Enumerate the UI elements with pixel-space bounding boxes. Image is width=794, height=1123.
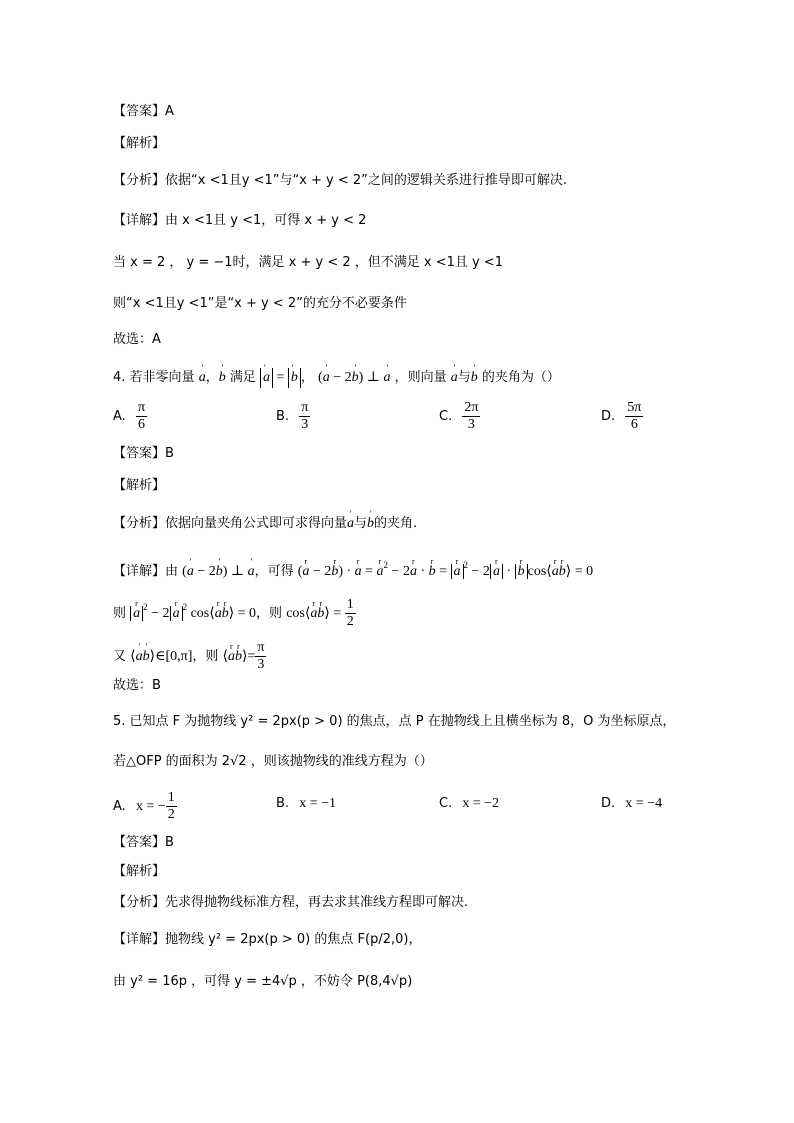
q5-analysis-tag: 【解析】 <box>113 864 166 879</box>
option-label: B. <box>276 796 290 811</box>
q4-fenxi-end: 的夹角. <box>374 516 418 531</box>
option-label: D. <box>601 796 616 811</box>
q4-stem-end: 的夹角为（） <box>481 370 560 385</box>
frac-num: 2π <box>464 400 479 415</box>
fenxi-tag: 【分析】 <box>113 516 166 531</box>
q3-choose-line <box>113 330 161 350</box>
option-fraction <box>625 400 643 433</box>
option-label: A. <box>113 409 126 424</box>
q4-detail-line-2 <box>113 597 356 630</box>
q5-fenxi-text: 先求得抛物线标准方程，再去求其准线方程即可解决. <box>165 895 469 910</box>
frac-den: 6 <box>137 417 145 432</box>
vector-b-3: ' b <box>367 514 374 534</box>
option-label: A. <box>113 799 126 814</box>
pi-third-fraction <box>255 640 266 673</box>
q3-detail-line-3: 则“x <1且y <1”是“x + y < 2”的充分不必要条件 <box>113 296 407 311</box>
frac-num: 1 <box>346 597 354 612</box>
q3-detail-line-1 <box>113 211 366 231</box>
q4-option-b <box>276 400 310 433</box>
q4-choose-value: B <box>152 678 161 693</box>
q3-answer-line <box>113 102 174 122</box>
q3-fenxi-text: 依据“x <1且y <1”与“x + y < 2”之间的逻辑关系进行推导即可解决. <box>165 173 568 188</box>
frac-den: 2 <box>167 807 175 822</box>
q4-fenxi-line <box>113 514 417 534</box>
frac-num: π <box>257 640 265 655</box>
q4-stem-prefix: 4. 若非零向量 <box>113 370 195 385</box>
vector-a: ' a <box>199 368 206 388</box>
option-fraction <box>299 400 310 433</box>
option-fraction <box>136 400 147 433</box>
option-text: x = −4 <box>625 796 663 811</box>
fenxi-tag: 【分析】 <box>113 895 166 910</box>
q4-detail-prefix: 由 <box>165 564 179 579</box>
abs-a: ' a <box>260 368 273 388</box>
q4-option-a <box>113 400 147 433</box>
abs-b: ' b <box>288 368 301 388</box>
q5-detail-line-2: 由 y² = 16p ，可得 y = ±4√p ，不妨令 P(8,4√p) <box>113 974 413 989</box>
option-label: C. <box>439 409 453 424</box>
q5-answer-value: B <box>165 835 174 850</box>
answer-tag: 【答案】 <box>113 104 166 119</box>
cos-equation: r a $^2$ − 2r a $^2$ cos⟨r ar b⟩ = 0 <box>130 606 256 621</box>
frac-num: 5π <box>627 400 642 415</box>
angle-result: ⟨r ar b⟩= <box>223 649 256 664</box>
q4-answer-line <box>113 444 174 464</box>
q4-option-d <box>601 400 643 433</box>
q5-detail-text-1: 抛物线 y² = 2px(p > 0) 的焦点 F(p/2,0)， <box>165 932 422 947</box>
q3-fenxi-line <box>113 171 567 191</box>
q4-stem-mid1: 满足 <box>229 370 256 385</box>
q4-answer-value: B <box>165 446 174 461</box>
frac-den: 6 <box>630 417 638 432</box>
dot-product-expansion: (r a − 2r b) · r a = r $a^2 - 2r$ a · r b = r a $^2$ − 2r a · r b cos⟨r ar b⟩ = 0 <box>298 564 593 579</box>
fenxi-tag: 【分析】 <box>113 173 166 188</box>
option-label: B. <box>276 409 290 424</box>
answer-tag: 【答案】 <box>113 835 166 850</box>
q3-answer-value: A <box>165 104 174 119</box>
option-label: C. <box>439 796 453 811</box>
choose-tag: 故选： <box>113 332 153 347</box>
angle-range: ⟨' a' b⟩∈[0,π] <box>130 649 192 664</box>
q4-detail-line-1 <box>113 555 593 582</box>
perp-expr: (' a − 2' b) ⊥ ' a <box>182 564 254 579</box>
q5-answer-line <box>113 833 174 853</box>
q4-stem-mid3: 与 <box>457 370 471 385</box>
q5-fenxi-line <box>113 893 468 913</box>
frac-den: 2 <box>346 614 354 629</box>
q5-option-a <box>113 790 177 823</box>
vector-b-2: ' b <box>471 368 478 388</box>
q4-detail-mid: ，可得 <box>254 564 294 579</box>
frac-den: 3 <box>301 417 309 432</box>
vector-b: ' b <box>219 368 226 388</box>
frac-num: π <box>301 400 309 415</box>
q3-detail-line-2: 当 x = 2 ， y = −1时，满足 x + y < 2 ，但不满足 x <1且 y <1 <box>113 255 504 270</box>
q3-choose-value: A <box>152 332 161 347</box>
frac-den: 3 <box>467 417 475 432</box>
answer-tag: 【答案】 <box>113 446 166 461</box>
detail-tag: 【详解】 <box>113 213 166 228</box>
q4-line3-prefix: 又 <box>113 649 127 664</box>
vector-a-3: ' a <box>347 514 354 534</box>
q3-analysis-tag: 【解析】 <box>113 136 166 151</box>
q4-analysis-tag: 【解析】 <box>113 478 166 493</box>
q5-detail-line-1 <box>113 930 421 950</box>
option-text: x = −2 <box>462 796 500 811</box>
q5-option-b <box>276 794 336 814</box>
q4-fenxi-text: 依据向量夹角公式即可求得向量 <box>165 516 348 531</box>
q4-stem: 4. 若非零向量 ' a，' b 满足 ' a = ' b ， (' a − 2' b) ⊥ ' a ，则向量 ' a与' b 的夹角为（） <box>113 368 560 388</box>
option-fraction <box>462 400 480 433</box>
q4-line2-prefix: 则 <box>113 606 127 621</box>
detail-tag: 【详解】 <box>113 932 166 947</box>
cos-result: cos⟨r ar b⟩ = <box>286 606 344 621</box>
q5-option-c <box>439 794 499 814</box>
q4-choose-line <box>113 676 161 696</box>
q4-fenxi-mid: 与 <box>354 516 368 531</box>
frac-num: 1 <box>167 790 175 805</box>
q4-stem-mid2: ，则向量 <box>394 370 447 385</box>
q4-detail-line-3 <box>113 640 266 673</box>
vector-a-2: ' a <box>451 368 458 388</box>
option-label: D. <box>601 409 616 424</box>
detail-tag: 【详解】 <box>113 564 166 579</box>
q5-stem-line-1: 5. 已知点 F 为抛物线 y² = 2px(p > 0) 的焦点，点 P 在抛物线上且横坐标为 8，O 为坐标原点， <box>113 714 676 729</box>
half-fraction <box>345 597 356 630</box>
option-text-prefix: x = − <box>135 799 166 814</box>
option-fraction <box>166 790 177 823</box>
perp-condition: (' a − 2' b) ⊥ ' a <box>318 370 390 385</box>
q4-option-c <box>439 400 480 433</box>
interval-text: ∈[0,π] <box>155 649 193 664</box>
choose-tag: 故选： <box>113 678 153 693</box>
frac-num: π <box>137 400 146 415</box>
option-text: x = −1 <box>299 796 336 811</box>
q3-detail-text-1: 由 x <1且 y <1，可得 x + y < 2 <box>165 213 367 228</box>
q5-option-d <box>601 794 662 814</box>
q5-stem-line-2: 若△OFP 的面积为 2√2 ，则该抛物线的准线方程为（） <box>113 754 433 769</box>
q4-line3-mid: ，则 <box>192 649 219 664</box>
frac-den: 3 <box>257 657 265 672</box>
q4-line2-mid: ，则 <box>256 606 283 621</box>
